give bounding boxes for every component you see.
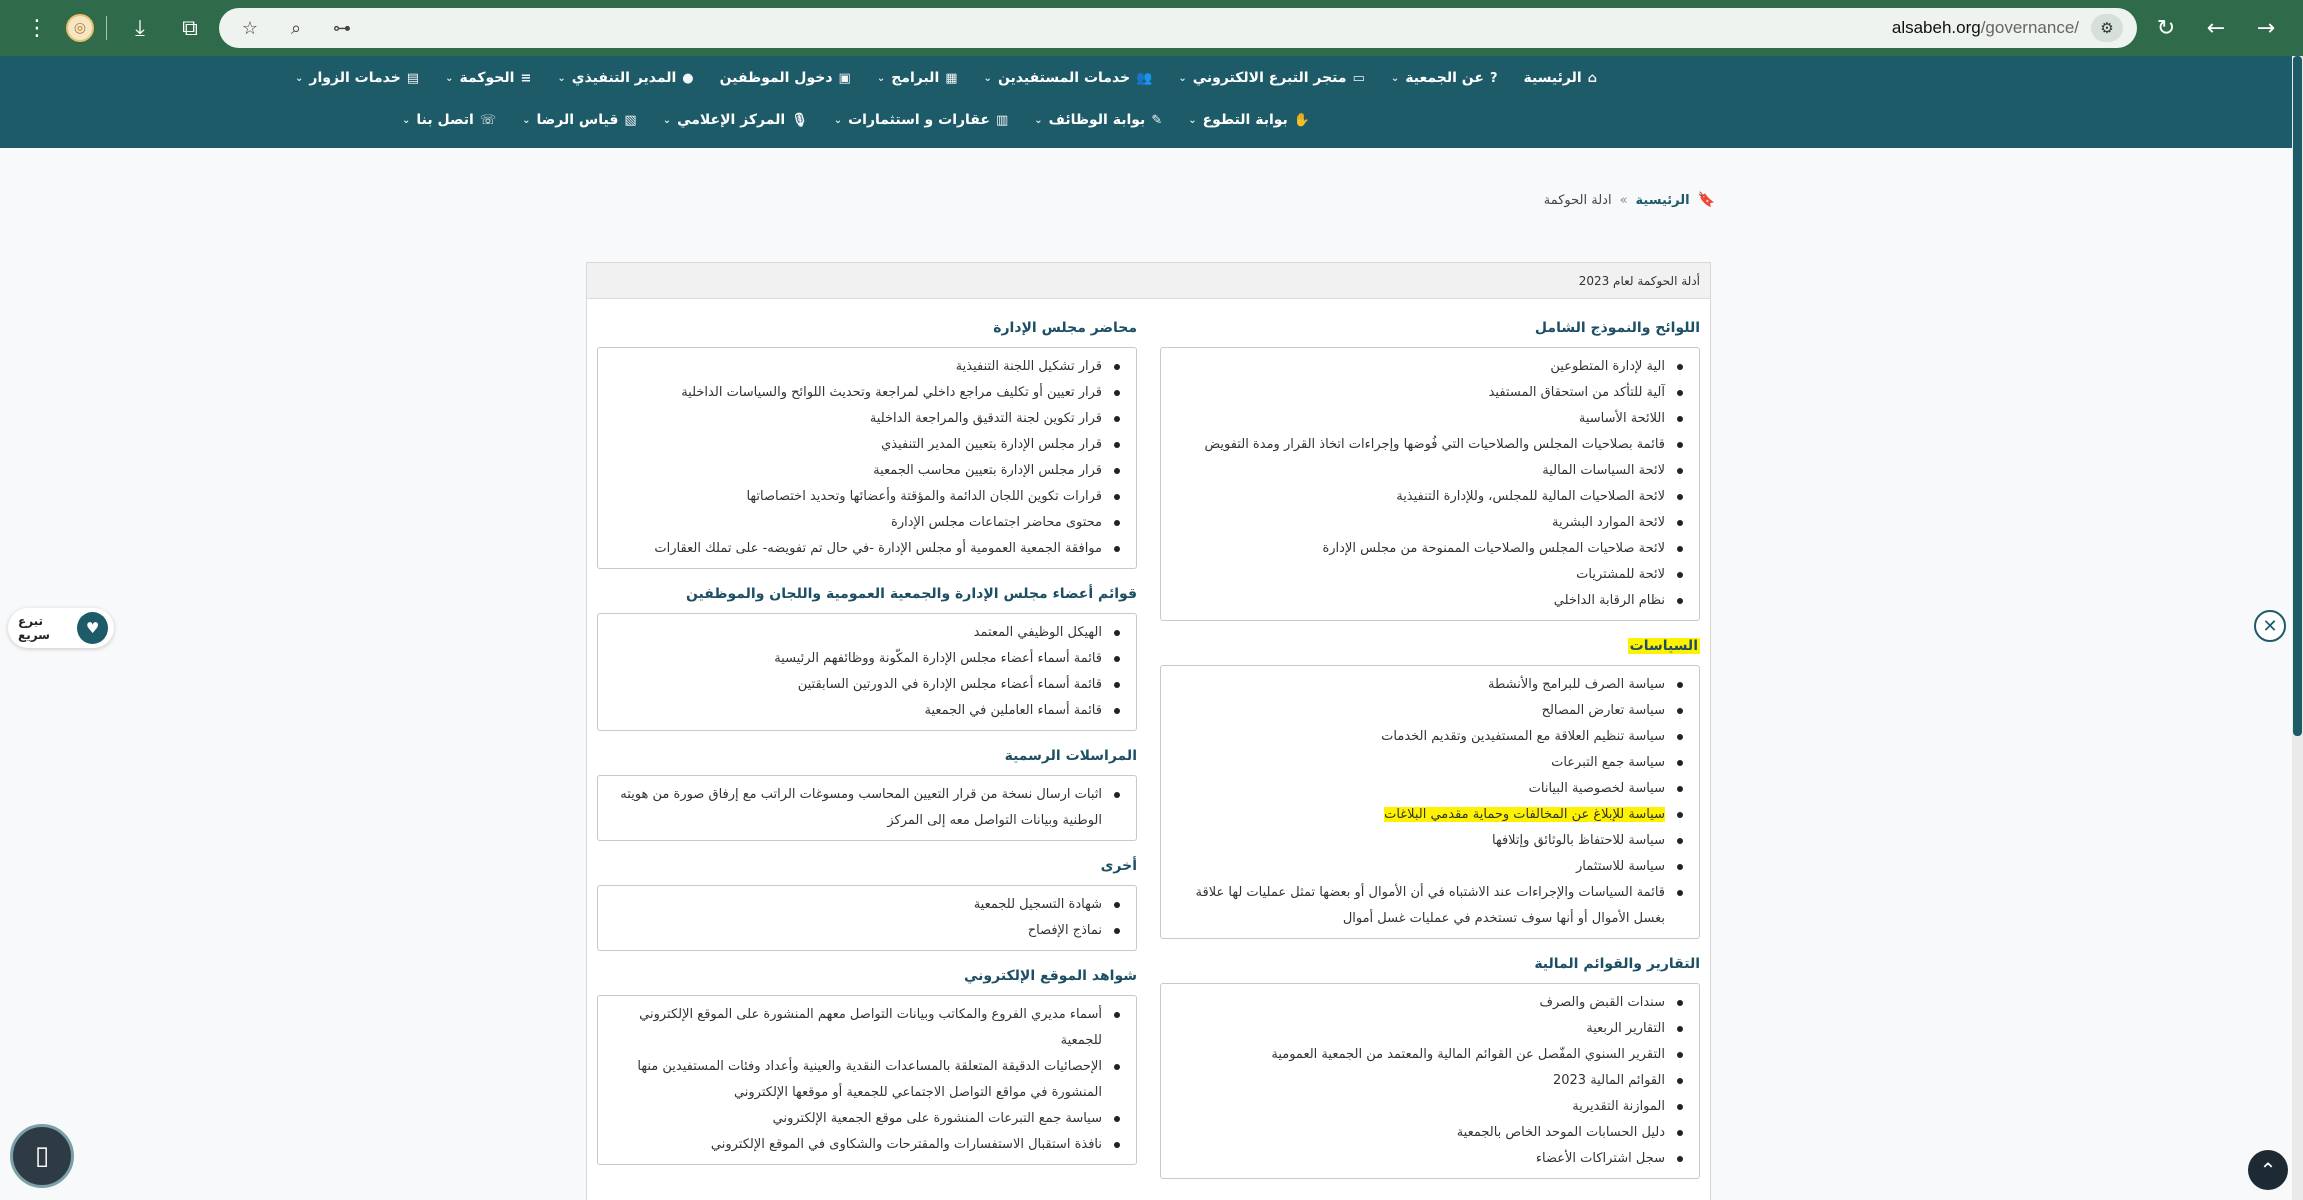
section-title [597, 319, 1137, 337]
document-link-text: قرار تعيين أو تكليف مراجع داخلي لمراجعة وتحديث اللوائح والسياسات الداخلية [681, 385, 1102, 400]
document-link-text: قرار تشكيل اللجنة التنفيذية [955, 359, 1102, 374]
nav-item[interactable] [877, 70, 958, 86]
nav-item[interactable] [663, 112, 808, 128]
chevron-down-icon: ⌄ [1178, 72, 1187, 84]
user-shield-icon: ● [682, 70, 694, 86]
document-link[interactable] [1173, 990, 1687, 1016]
quick-donate-label: تبرع سريع [18, 614, 50, 642]
nav-item-label: البرامج [891, 70, 940, 86]
document-link-text: شهادة التسجيل للجمعية [973, 897, 1102, 912]
mobile-app-icon[interactable]: ▯ [10, 1124, 74, 1188]
nav-item-label: خدمات الزوار [309, 70, 401, 86]
profile-avatar[interactable]: ◎ [66, 14, 94, 42]
section-title [1160, 955, 1700, 973]
document-link[interactable] [1173, 510, 1687, 536]
section-title-text: محاضر مجلس الإدارة [993, 320, 1137, 336]
document-link[interactable] [1173, 1146, 1687, 1172]
nav-item-label: الرئيسية [1523, 70, 1582, 86]
card-icon: ▭ [1352, 70, 1365, 86]
document-link-text: سياسة للإبلاغ عن المخالفات وحماية مقدمي البلاغات [1384, 807, 1665, 822]
document-link-text: نافذة استقبال الاستفسارات والمقترحات والشكاوى في الموقع الإلكتروني [710, 1137, 1102, 1152]
document-list [610, 782, 1124, 834]
document-link[interactable] [1173, 484, 1687, 510]
close-icon[interactable]: ✕ [2254, 610, 2286, 642]
document-link-text: القوائم المالية 2023 [1552, 1073, 1665, 1088]
building-icon: ▥ [995, 112, 1009, 128]
document-list-box [597, 995, 1137, 1165]
document-link-text: محتوى محاضر اجتماعات مجلس الإدارة [891, 515, 1102, 530]
document-link[interactable] [610, 354, 1124, 380]
nav-row-1 [0, 70, 2292, 86]
left-column [597, 319, 1137, 1181]
nav-item-label: المدير التنفيذي [571, 70, 677, 86]
chevron-down-icon: ⌄ [1390, 72, 1400, 84]
document-link-text: قائمة أسماء أعضاء مجلس الإدارة المكّونة ووظائفهم الرئيسية [774, 651, 1102, 666]
document-list-box [1160, 665, 1700, 939]
document-link-text: آلية للتأكد من استحقاق المستفيد [1488, 385, 1665, 400]
document-link[interactable] [610, 1002, 1124, 1054]
url-path: /governance/ [1980, 18, 2079, 37]
document-link[interactable] [1173, 672, 1687, 698]
forward-icon[interactable]: ← [2206, 15, 2226, 41]
document-link-text: اثبات ارسال نسخة من قرار التعيين المحاسب ومسوغات الراتب مع إرفاق صورة من هويته الوطنية وبيانات التواصل معه إلى المركز [620, 787, 1102, 828]
document-link[interactable] [610, 458, 1124, 484]
document-link[interactable] [610, 536, 1124, 562]
microphone-icon: 🎙 [791, 112, 808, 128]
quick-donate-button[interactable] [8, 608, 114, 648]
scroll-to-top-icon[interactable]: ⌃ [2248, 1150, 2288, 1190]
nav-item-label: الحوكمة [459, 70, 515, 86]
document-link[interactable] [1173, 562, 1687, 588]
page-scrollbar[interactable] [2292, 56, 2303, 1200]
section-title [597, 585, 1137, 603]
document-list-box [597, 347, 1137, 569]
back-icon[interactable]: → [2256, 15, 2276, 41]
donate-hand-icon: ♥ [77, 612, 108, 644]
document-link[interactable] [1173, 354, 1687, 380]
document-link-text: نظام الرقابة الداخلي [1553, 593, 1665, 608]
home-icon: ⌂ [1587, 70, 1597, 86]
breadcrumb [1544, 192, 1715, 208]
document-link[interactable] [610, 1106, 1124, 1132]
chevron-down-icon: ⌄ [876, 72, 886, 84]
document-link-text: قرار تكوين لجنة التدقيق والمراجعة الداخلية [869, 411, 1102, 426]
chevron-down-icon: ⌄ [402, 114, 411, 126]
document-link[interactable] [1173, 880, 1687, 932]
nav-item[interactable] [295, 70, 419, 86]
nav-item-label: عقارات و استثمارات [848, 112, 990, 128]
document-list [610, 354, 1124, 562]
reload-icon[interactable]: ↻ [2156, 15, 2176, 41]
document-link-text: سياسة الصرف للبرامج والأنشطة [1487, 677, 1665, 692]
chevron-down-icon: ⌄ [522, 114, 531, 126]
question-icon: ? [1489, 70, 1498, 86]
calendar-icon: ▦ [945, 70, 958, 86]
document-link-text: لائحة صلاحيات المجلس والصلاحيات الممنوحة من مجلس الإدارة [1322, 541, 1665, 556]
document-link[interactable] [1173, 432, 1687, 458]
nav-item[interactable] [445, 70, 531, 86]
download-icon[interactable]: ⤓ [135, 15, 145, 41]
extensions-icon[interactable]: ⧉ [182, 15, 198, 41]
document-link[interactable] [610, 672, 1124, 698]
chevron-down-icon: ⌄ [1188, 114, 1197, 126]
panel-heading: أدلة الحوكمة لعام 2023 [587, 263, 1710, 299]
document-link-text: موافقة الجمعية العمومية أو مجلس الإدارة -في حال تم تفويضه- على تملك العقارات [654, 541, 1102, 556]
chevron-down-icon: ⌄ [295, 72, 304, 84]
section-title-text: شواهد الموقع الإلكتروني [963, 968, 1137, 984]
document-link-text: سياسة لخصوصية البيانات [1528, 781, 1665, 796]
document-link-text: الإحصائيات الدقيقة المتعلقة بالمساعدات النقدية والعينية وأعداد وفئات المستفيدين منها المنشورة في مواقع التواصل الاجتماعي للجمعية أو موقعها الإلكتروني [637, 1059, 1102, 1100]
toolbar-divider [106, 16, 107, 40]
document-list-box [597, 885, 1137, 951]
nav-row-2 [0, 112, 2292, 128]
section-title-text: قوائم أعضاء مجلس الإدارة والجمعية العمومية واللجان والموظفين [685, 586, 1137, 602]
section-title [597, 747, 1137, 765]
nav-item[interactable] [402, 112, 496, 128]
menu-dots-icon[interactable]: ⋮ [26, 15, 48, 41]
document-link-text: نماذج الإفصاح [1027, 923, 1102, 938]
document-link-text: قائمة أسماء أعضاء مجلس الإدارة في الدورتين السابقتين [797, 677, 1102, 692]
document-link-text: لائحة الصلاحيات المالية للمجلس، وللإدارة التنفيذية [1396, 489, 1665, 504]
document-link[interactable] [610, 892, 1124, 918]
document-link-text: التقرير السنوي المفّصل عن القوائم المالية والمعتمد من الجمعية العمومية [1271, 1047, 1665, 1062]
right-column [1160, 319, 1700, 1195]
document-link-text: سياسة جمع التبرعات [1551, 755, 1665, 770]
document-link[interactable] [1173, 588, 1687, 614]
document-link[interactable] [610, 406, 1124, 432]
section-title [1160, 637, 1700, 655]
document-link[interactable] [1173, 458, 1687, 484]
section-title-text: أخرى [1100, 858, 1137, 874]
document-link-text: قائمة بصلاحيات المجلس والصلاحيات التي فُوضها وإجراءات اتخاذ القرار ومدة التفويض [1204, 437, 1665, 452]
chevron-down-icon: ⌄ [1034, 114, 1043, 126]
section-title [1160, 319, 1700, 337]
document-link[interactable] [1173, 724, 1687, 750]
clipboard-icon: ▧ [624, 112, 637, 128]
document-link-text: قرارات تكوين اللجان الدائمة والمؤقتة وأعضائها وتحديد اختصاصاتها [746, 489, 1102, 504]
hand-icon: ✋ [1293, 112, 1310, 128]
url-host: alsabeh.org [1891, 18, 1981, 37]
document-link-text: قائمة السياسات والإجراءات عند الاشتباه في أن الأموال أو بعضها تمثل عمليات لها علاقة بغسل الأموال أو أنها سوف تستخدم في عمليات غسل أموال [1195, 885, 1665, 926]
document-list [610, 1002, 1124, 1158]
chevron-down-icon: ⌄ [983, 72, 992, 84]
document-link-text: سياسة للاحتفاظ بالوثائق وإتلافها [1492, 833, 1665, 848]
nav-item-label: بوابة الوظائف [1048, 112, 1146, 128]
nav-item[interactable] [984, 70, 1153, 86]
address-bar[interactable] [219, 8, 2137, 48]
breadcrumb-current: ادلة الحوكمة [1543, 192, 1612, 208]
document-link[interactable] [1173, 1120, 1687, 1146]
breadcrumb-separator: » [1619, 192, 1628, 208]
document-list-box [1160, 983, 1700, 1179]
document-link-text: الموازنة التقديرية [1572, 1099, 1665, 1114]
document-link[interactable] [610, 484, 1124, 510]
document-link[interactable] [610, 1054, 1124, 1106]
nav-item[interactable] [522, 112, 637, 128]
document-link-text: لائحة الموارد البشرية [1552, 515, 1665, 530]
document-link[interactable] [610, 918, 1124, 944]
section-title-text: التقارير والقوائم المالية [1534, 956, 1700, 972]
section-title [597, 857, 1137, 875]
edit-icon: ✎ [1151, 112, 1163, 128]
nav-item[interactable] [557, 70, 693, 86]
document-link-text: قائمة أسماء العاملين في الجمعية [924, 703, 1102, 718]
document-link-text: سياسة تعارض المصالح [1541, 703, 1665, 718]
breadcrumb-home[interactable]: الرئيسية [1635, 192, 1690, 208]
server-icon: ▤ [406, 70, 420, 86]
section-title-text: المراسلات الرسمية [1004, 748, 1137, 764]
section-title-text: اللوائح والنموذج الشامل [1534, 320, 1700, 336]
bookmark-star-icon[interactable]: ☆ [241, 17, 259, 39]
chevron-down-icon: ⌄ [445, 72, 454, 84]
document-link[interactable] [610, 782, 1124, 834]
document-link-text: أسماء مديري الفروع والمكاتب وبيانات التواصل معهم المنشورة على الموقع الإلكتروني للجمعية [639, 1007, 1102, 1048]
section-title [597, 967, 1137, 985]
document-link[interactable] [610, 432, 1124, 458]
password-key-icon[interactable]: ⊶ [333, 17, 351, 39]
nav-item-label: اتصل بنا [416, 112, 474, 128]
document-list [610, 620, 1124, 724]
document-link[interactable] [1173, 1042, 1687, 1068]
document-list [610, 892, 1124, 944]
document-link[interactable] [1173, 380, 1687, 406]
document-link-text: الهيكل الوظيفي المعتمد [973, 625, 1102, 640]
nav-item-label: عن الجمعية [1405, 70, 1484, 86]
document-link-text: سياسة للاستثمار [1576, 859, 1665, 874]
document-link-text: اللائحة الأساسية [1578, 411, 1665, 426]
nav-item-label: خدمات المستفيدين [997, 70, 1131, 86]
document-link[interactable] [1173, 698, 1687, 724]
site-settings-icon[interactable]: ⚙ [2091, 14, 2123, 42]
section-title-text: السياسات [1629, 638, 1698, 654]
document-link[interactable] [1173, 1068, 1687, 1094]
nav-item[interactable] [1034, 112, 1162, 128]
nav-item[interactable] [1391, 70, 1498, 86]
scrollbar-thumb[interactable] [2293, 56, 2302, 736]
id-card-icon: ▣ [838, 70, 851, 86]
document-link[interactable] [1173, 750, 1687, 776]
document-link-text: الية لإدارة المتطوعين [1550, 359, 1665, 374]
bookmark-icon: 🔖 [1697, 192, 1715, 208]
document-list [1173, 354, 1687, 614]
nav-item-label: دخول الموظفين [719, 70, 833, 86]
document-link[interactable] [1173, 1016, 1687, 1042]
document-link[interactable] [610, 510, 1124, 536]
document-link-text: سندات القبض والصرف [1539, 995, 1665, 1010]
nav-item[interactable] [1188, 112, 1310, 128]
users-icon: 👥 [1136, 70, 1153, 86]
nav-item[interactable] [1523, 70, 1597, 86]
document-link[interactable] [1173, 406, 1687, 432]
document-link-text: لائحة للمشتريات [1576, 567, 1665, 582]
chevron-down-icon: ⌄ [557, 72, 566, 84]
document-list [1173, 990, 1687, 1172]
nav-item[interactable] [834, 112, 1009, 128]
document-link-text: سياسة جمع التبرعات المنشورة على موقع الجمعية الإلكتروني [772, 1111, 1102, 1126]
nav-item-label: متجر التبرع الالكتروني [1192, 70, 1347, 86]
document-link[interactable] [610, 1132, 1124, 1158]
document-link[interactable] [1173, 1094, 1687, 1120]
document-link[interactable] [1173, 536, 1687, 562]
document-list [1173, 672, 1687, 932]
document-list-box [597, 775, 1137, 841]
document-link[interactable] [610, 620, 1124, 646]
document-list-box [1160, 347, 1700, 621]
chevron-down-icon: ⌄ [662, 114, 672, 126]
document-link[interactable] [1173, 776, 1687, 802]
document-list-box [597, 613, 1137, 731]
browser-toolbar [0, 0, 2303, 56]
nav-item[interactable] [720, 70, 851, 86]
document-link[interactable] [1173, 828, 1687, 854]
site-navigation [0, 56, 2292, 148]
document-link-text: التقارير الربعية [1586, 1021, 1665, 1036]
document-link[interactable] [1173, 802, 1687, 828]
nav-item[interactable] [1178, 70, 1365, 86]
document-link-text: قرار مجلس الإدارة بتعيين محاسب الجمعية [873, 463, 1102, 478]
nav-item-label: بوابة التطوع [1202, 112, 1288, 128]
document-link-text: لائحة السياسات المالية [1542, 463, 1665, 478]
url-text[interactable] [371, 18, 2079, 38]
governance-panel [586, 262, 1711, 1200]
document-link-text: سياسة تنظيم العلاقة مع المستفيدين وتقديم الخدمات [1381, 729, 1665, 744]
document-link-text: دليل الحسابات الموحد الخاص بالجمعية [1456, 1125, 1665, 1140]
nav-item-label: المركز الإعلامي [677, 112, 786, 128]
document-link-text: قرار مجلس الإدارة بتعيين المدير التنفيذي [881, 437, 1102, 452]
chevron-down-icon: ⌄ [833, 114, 843, 126]
phone-icon: ☏ [479, 112, 497, 128]
document-link[interactable] [610, 646, 1124, 672]
document-link-text: سجل اشتراكات الأعضاء [1535, 1151, 1665, 1166]
document-link[interactable] [610, 698, 1124, 724]
list-icon: ≡ [520, 70, 532, 86]
document-link[interactable] [1173, 854, 1687, 880]
document-link[interactable] [610, 380, 1124, 406]
nav-item-label: قياس الرضا [536, 112, 619, 128]
zoom-icon[interactable]: ⌕ [290, 17, 302, 39]
